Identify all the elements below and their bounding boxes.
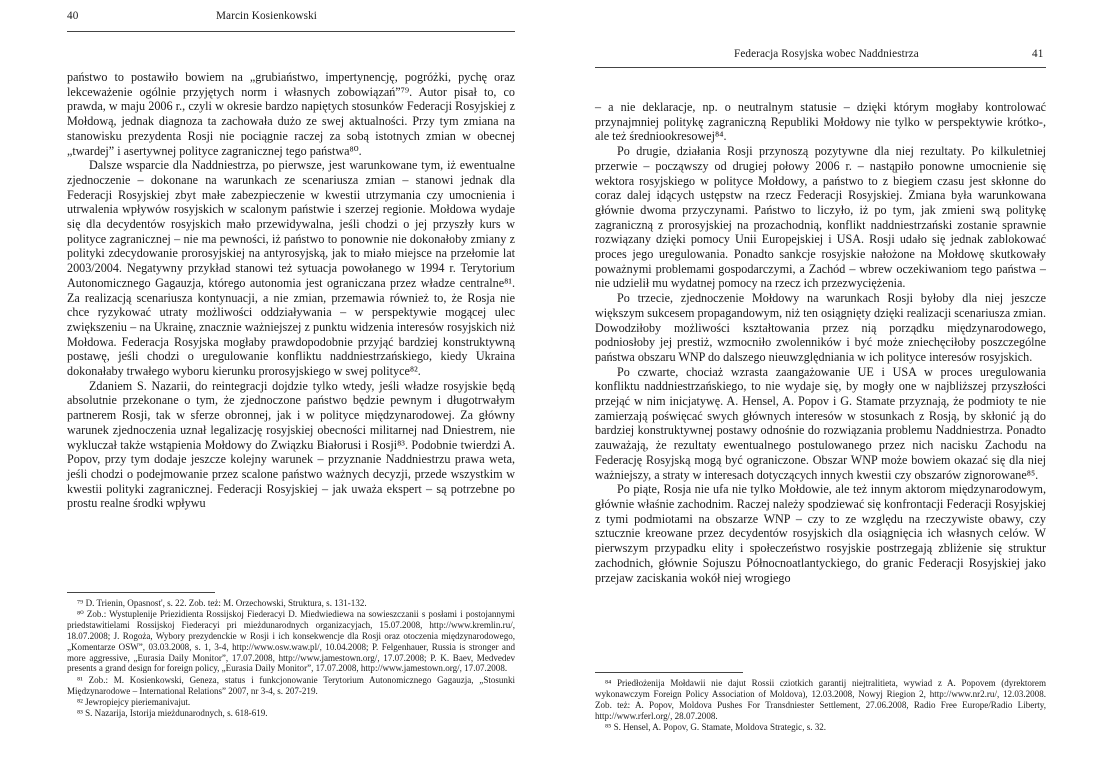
left-running-head: Marcin Kosienkowski <box>216 10 318 22</box>
right-footnotes <box>595 678 1046 733</box>
right-running-head: Federacja Rosyjska wobec Naddniestrza <box>734 48 919 60</box>
footnote-84: ⁸⁴ Priedłożenija Mołdawii nie dajut Rossii cziotkich garantij niejtralitieta, wywiad z A. Popovem (dyrektorem wykonawczym Foreign Policy Association of Moldova), 12.03.2008, Nowyj Riegion 2, http://www.nr2.ru/, 12.03.2008. Zob. też: A. Popov, Moldova Pushes For Transdniester Settlement, 27.06.2008, Radio Free Europe/Radio Liberty, http://www.rferl.org/, 28.07.2008. <box>595 678 1046 721</box>
left-footnotes <box>67 598 515 719</box>
footnote-79: ⁷⁹ D. Trienin, Opasnost', s. 22. Zob. też: M. Orzechowski, Struktura, s. 131-132. <box>77 598 367 608</box>
right-paragraph-1: – a nie deklaracje, np. o neutralnym statusie – dzięki którym mogłaby kontrolować przynajmniej politykę zagraniczną Republiki Mołdowy nie tylko w perspektywie krótko-, ale też średniookresowej⁸⁴. <box>595 100 1046 144</box>
left-page-number: 40 <box>67 10 79 22</box>
footnote-81: ⁸¹ Zob.: M. Kosienkowski, Geneza, status i funkcjonowanie Terytorium Autonomicznego Gagauzja, „Stosunki Międzynarodowe – International Relations” 2007, nr 3-4, s. 207-219. <box>67 674 515 696</box>
left-header-rule <box>67 31 515 32</box>
left-paragraph-2: Dalsze wsparcie dla Naddniestrza, po pierwsze, jest warunkowane tym, iż ewentualne zjednoczenie – dokonane na warunkach ze scenariusza zmian – stanowi jednak dla Federacji Rosyjskiej zbyt małe zabezpieczenie w kwestii utrzymania czy umocnienia i utrwalenia wpływów rosyjskich w scalonym państwie i szerzej regionie. Mołdowa wydaje się dla decydentów rosyjskich mało przewidywalna, jeśli chodzi o jej przyszły kurs w polityce zagranicznej – nie ma pewności, iż państwo to ponownie nie dokonałoby zmiany z polityki zdecydowanie prorosyjskiej na antyrosyjską, jak to miało miejsce na przełomie lat 2003/2004. Negatywny przykład stanowi też sytuacja powołanego w 1994 r. Terytorium Autonomicznego Gagauzja, którego autonomia jest ograniczana przez władze centralne⁸¹. Za realizacją scenariusza kontynuacji, a nie zmian, przemawia również to, że Rosja nie chce ryzykować utraty możliwości oddziaływania – w perspektywie mogącej ulec zwiększeniu – na Ukrainę, znacznie ważniejszej z punktu widzenia interesów rosyjskich niż Mołdowa. Federacja Rosyjska mogłaby prawdopodobnie przyjąć bardziej konstruktywną postawę, jeśli chodzi o uregulowanie konfliktu naddniestrzańskiego, kiedy Ukraina dokonałaby trwałego wyboru kierunku prorosyjskiego w swej polityce⁸². <box>67 158 515 379</box>
left-footnote-rule <box>67 592 215 593</box>
right-footnote-rule <box>595 672 743 673</box>
right-paragraph-2: Po drugie, działania Rosji przynoszą pozytywne dla niej rezultaty. Po kilkuletniej przerwie – począwszy od drugiej połowy 2006 r. – nastąpiło ponowne umocnienie się wektora rosyjskiego w polityce Mołdowy, a państwo to z biegiem czasu jest skłonne do coraz dalej idących ustępstw na rzecz Federacji Rosyjskiej. Zmiana była warunkowana głównie dwoma przyczynami. Państwo to liczyło, iż po tym, jak zmieni swą politykę zagraniczną z prorosyjskiej na prozachodnią, konflikt naddniestrzański zostanie sprawnie rozwiązany dzięki pomocy Unii Europejskiej i USA. Rosji udało się jednak zablokować proces jego uregulowania. Ponadto sankcje rosyjskie nałożone na Mołdowę skutkowały poważnymi problemami gospodarczymi, a Zachód – wbrew oczekiwaniom tego państwa – nie udzielił mu wydatnej pomocy na rzecz ich przezwyciężenia. <box>595 144 1046 291</box>
footnote-83: ⁸³ S. Nazarija, Istorija mieżdunarodnych, s. 618-619. <box>77 708 268 718</box>
left-page <box>0 0 548 782</box>
footnote-85: ⁸⁵ S. Hensel, A. Popov, G. Stamate, Moldova Strategic, s. 32. <box>605 721 827 732</box>
right-page <box>556 0 1100 782</box>
footnote-80: ⁸⁰ Zob.: Wystuplenije Priezidienta Rossijskoj Fiederacyi D. Miedwiediewa na sowieszczanii s posłami i postojannymi priedstawitielami Rossijskoj Fiederacyi pri mieżdunarodnych organizacyjach, 15.07.2008, http://www.kremlin.ru/, 18.07.2008; J. Rogoża, Wybory prezydenckie w Rosji i ich konsekwencje dla Rosji oraz otoczenia międzynarodowego, „Komentarze OSW”, 03.03.2008, s. 1, 3-4, http://www.osw.waw.pl/, 10.04.2008; P. Felgenhauer, Russia is stronger and more aggressive, „Eurasia Daily Monitor”, 17.07.2008, http://www.jamestown.org/, 17.07.2008; P. K. Baev, Medvedev presents a grand design for foreign policy, „Eurasia Daily Monitor”, 17.07.2008, http://www.jamestown.org/, 17.07.2008. <box>67 609 515 674</box>
footnote-82: ⁸² Jewropiejcy pieriemanivajut. <box>77 696 191 707</box>
left-body-text <box>67 70 515 511</box>
right-paragraph-4: Po czwarte, chociaż wzrasta zaangażowanie UE i USA w proces uregulowania konfliktu naddniestrzańskiego, to nie wydaje się, by mogły one w najbliższej przyszłości przejąć w nim inicjatywę. A. Hensel, A. Popov i G. Stamate przyznają, że podmioty te nie zamierzają poświęcać swych głównych interesów w stosunkach z Rosją, by skłonić ją do bardziej konstruktywnej postawy odnośnie do rozwiązania problemu Naddniestrza. Ponadto zauważają, że rezultaty ewentualnego postulowanego przez nich nacisku Zachodu na Federację Rosyjską mogą być ograniczone. Obszar WNP może bowiem okazać się dla niej ważniejszy, a straty w interesach dotyczących innych kwestii czy obszarów zignorowane⁸⁵. <box>595 364 1046 482</box>
left-paragraph-1: państwo to postawiło bowiem na „grubiaństwo, impertynencję, pogróżki, pychę oraz lekceważenie ogólnie przyjętych norm i własnych zobowiązań”⁷⁹. Autor pisał to, co prawda, w maju 2006 r., czyli w okresie bardzo napiętych stosunków Federacji Rosyjskiej z Mołdową, jednak diagnoza ta zachowała dużo ze swej aktualności. Przy tym zmiana na stanowisku prezydenta Rosji nie pociągnie raczej za sobą istotnych zmian w obecnej „twardej” i asertywnej polityce zagranicznej tego państwa⁸⁰. <box>67 70 515 158</box>
left-paragraph-3: Zdaniem S. Nazarii, do reintegracji dojdzie tylko wtedy, jeśli władze rosyjskie będą absolutnie przekonane o tym, że zjednoczone państwo będzie pewnym i długotrwałym partnerem Rosji, tak w sferze obronnej, jak i w polityce międzynarodowej. Za główny warunek zjednoczenia uznał legalizację rosyjskiej obecności militarnej nad Dniestrem, nie wykluczał także wstąpienia Mołdowy do Związku Białorusi i Rosji⁸³. Podobnie twierdzi A. Popov, przy tym dodaje jeszcze kolejny warunek – przyznanie Naddniestrzu prawa weta, jeśli chodzi o podejmowanie przez scalone państwo ważnych decyzji, przede wszystkim w kwestii polityki zagranicznej. Federacji Rosyjskiej – jak uważa ekspert – są potrzebne po prostu realne środki wpływu <box>67 378 515 511</box>
right-body-text <box>595 100 1046 585</box>
right-header-rule <box>595 67 1046 68</box>
right-page-number: 41 <box>1032 48 1044 60</box>
right-paragraph-3: Po trzecie, zjednoczenie Mołdowy na warunkach Rosji byłoby dla niej jeszcze większym sukcesem propagandowym, niż ten osiągnięty dzięki realizacji scenariusza zmian. Dowodziłoby możliwości kształtowania przez nią porządku międzynarodowego, podniosłoby jej prestiż, wzmocniło zwolenników i być może zniechęciłoby poszczególne państwa obszaru WNP do dalszego nieuwzględniania w ich polityce interesów rosyjskich. <box>595 291 1046 364</box>
right-paragraph-5: Po piąte, Rosja nie ufa nie tylko Mołdowie, ale też innym aktorom międzynarodowym, głównie właśnie zachodnim. Raczej należy spodziewać się konfrontacji Federacji Rosyjskiej z tymi podmiotami na obszarze WNP – czy to ze względu na rzeczywiste obawy, czy sztucznie kreowane przez decydentów rosyjskich dla osiągnięcia ich własnych celów. W pierwszym przypadku elity i społeczeństwo rosyjskie postrzegają zbliżenie się struktur zachodnich, głównie Sojuszu Północnoatlantyckiego, do granic Federacji Rosyjskiej jako przejaw zaciskania wokół niej wrogiego <box>595 482 1046 585</box>
